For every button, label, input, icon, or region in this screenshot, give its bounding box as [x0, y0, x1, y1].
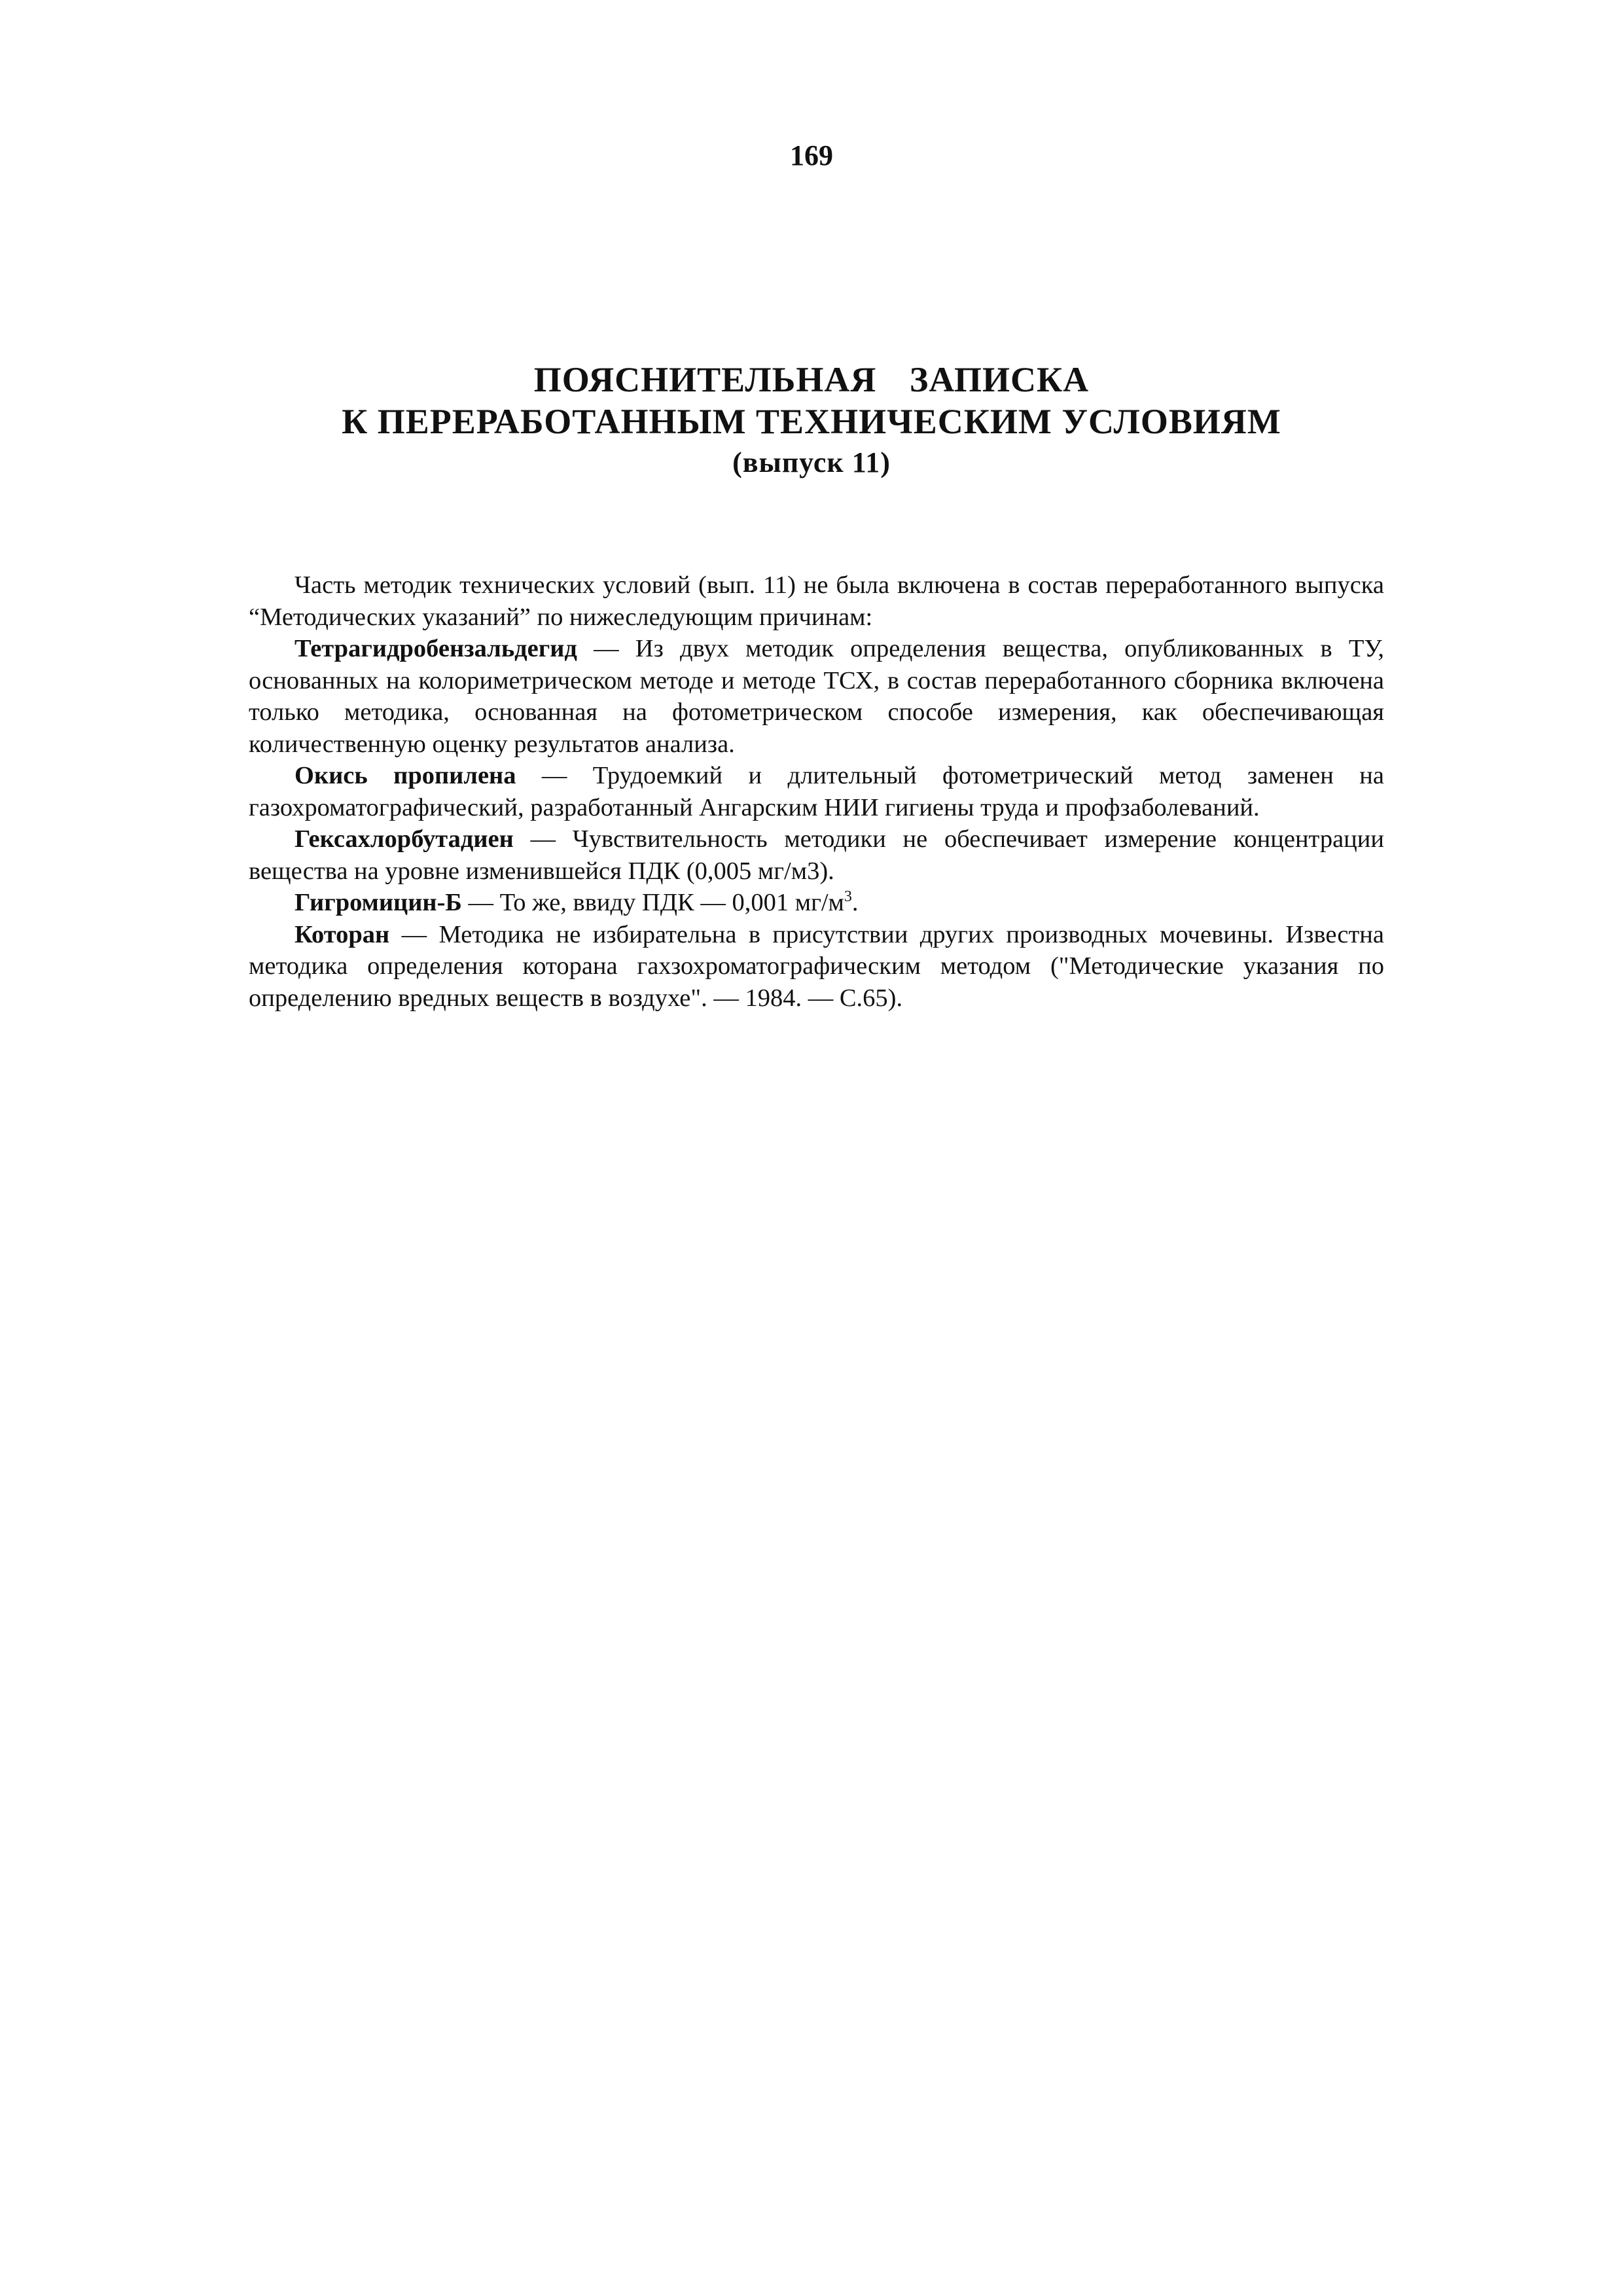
item-paragraph: [249, 760, 1384, 823]
heading-title: ПОЯСНИТЕЛЬНАЯ ЗАПИСКА: [533, 360, 1090, 399]
heading-issue: (выпуск 11): [732, 446, 891, 478]
paragraph-text: — Трудоемкий и длительный фотометрический метод заменен на газохроматографический, разработанный Ангарским НИИ гигиены труда и профзаболеваний.: [249, 762, 1385, 821]
heading-subtitle: К ПЕРЕРАБОТАННЫМ ТЕХНИЧЕСКИМ УСЛОВИЯМ: [342, 402, 1281, 441]
document-body: [249, 569, 1384, 1014]
substance-name: Гигромицин-Б: [294, 889, 462, 916]
paragraph-text-end: .: [851, 889, 859, 916]
superscript: 3: [844, 888, 852, 906]
paragraph-text: — Чувствительность методики не обеспечивает измерение концентрации вещества на уровне изменившейся ПДК (0,005 мг/м3).: [249, 825, 1384, 885]
item-paragraph: [249, 887, 1384, 919]
document-heading: [0, 359, 1623, 483]
paragraph-text: — Из двух методик определения вещества, опубликованных в ТУ, основанных на колориметрическом методе и методе ТСХ, в состав переработанного сборника включена только методика, основанная на фотометрическом способе измерения, как обеспечивающая количественную оценку результатов анализа.: [249, 635, 1384, 758]
substance-name: Окись пропилена: [294, 762, 516, 789]
substance-name: Которан: [294, 920, 390, 948]
item-paragraph: [249, 633, 1384, 760]
substance-name: Гексахлорбутадиен: [294, 825, 514, 853]
item-paragraph: [249, 823, 1384, 887]
paragraph-text: — Методика не избирательна в присутствии других производных мочевины. Известна методика определения которана гахзохроматографическим методом ("Методические указания по определению вредных веществ в воздухе". — 1984. — С.65).: [249, 920, 1384, 1012]
intro-paragraph: [249, 569, 1384, 633]
substance-name: Тетрагидробензальдегид: [294, 635, 577, 662]
page-number: 169: [790, 139, 833, 171]
paragraph-text: — То же, ввиду ПДК — 0,001 мг/м: [461, 889, 844, 916]
paragraph-text: Часть методик технических условий (вып. 11) не была включена в состав переработанного выпуска “Методических указаний” по нижеследующим причинам:: [249, 571, 1384, 631]
item-paragraph: [249, 919, 1384, 1014]
